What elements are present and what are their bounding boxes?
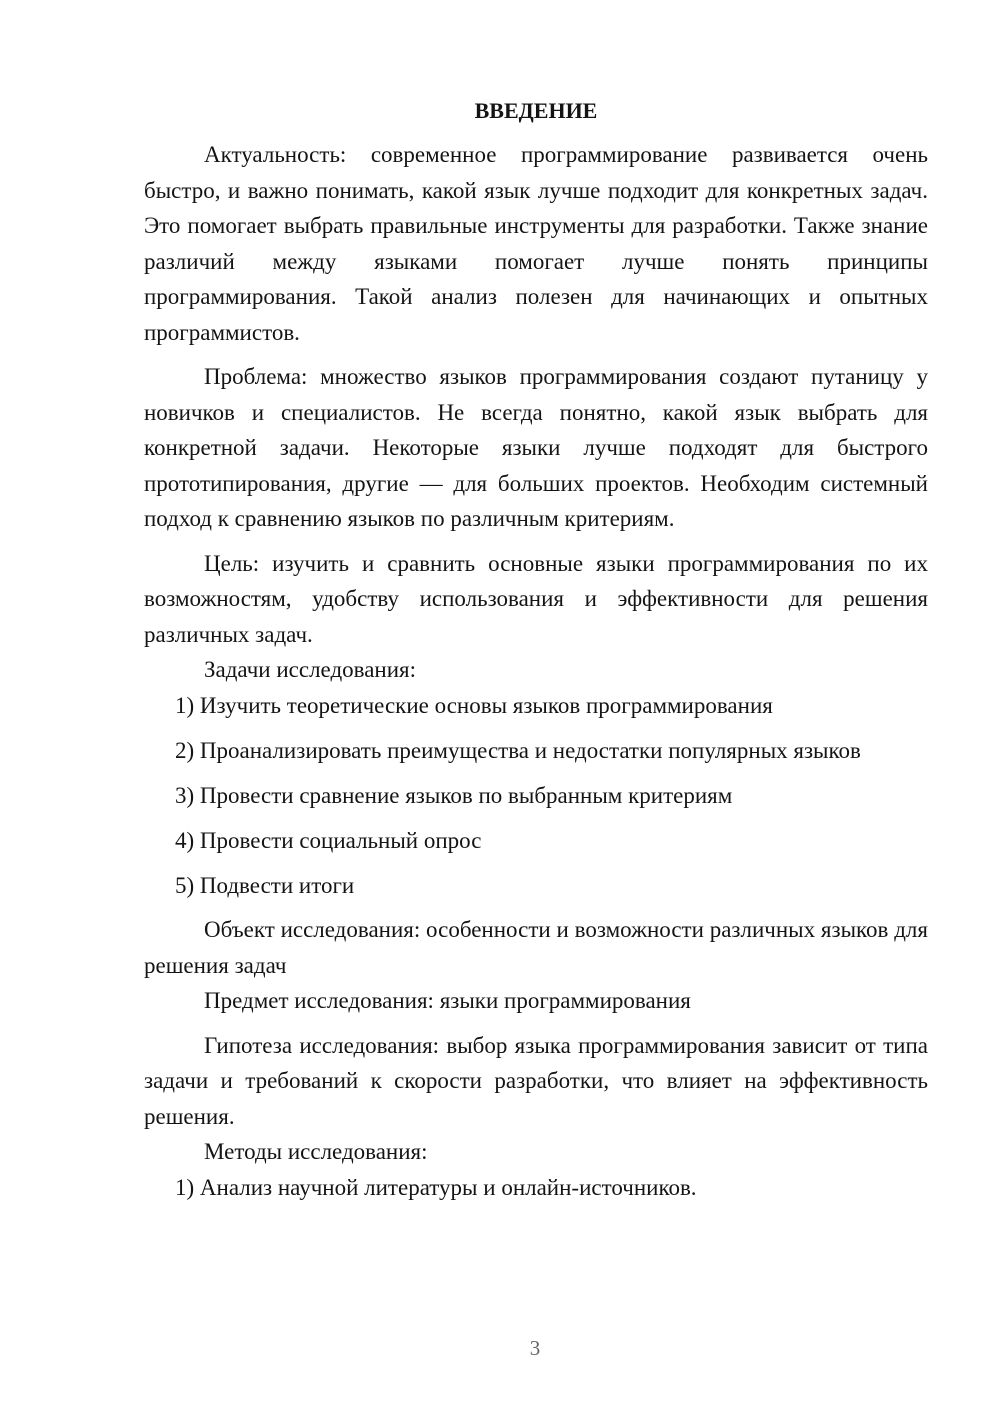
methods-title: Методы исследования: — [204, 1139, 428, 1164]
task-item: 5) Подвести итоги — [175, 872, 355, 898]
tasks-title: Задачи исследования: — [204, 657, 417, 682]
task-item: 1) Изучить теоретические основы языков программирования — [175, 692, 773, 718]
relevance-paragraph: Актуальность: современное программирование развивается очень быстро, и важно понимать, какой язык лучше подходит для конкретных задач. Это помогает выбрать правильные инструменты для разработки. Также знание различий между языками помогает лучше понять принципы программирования. Такой анализ полезен для начинающих и опытных программистов. — [144, 142, 928, 345]
page-number: 3 — [529, 1336, 541, 1360]
page-content — [144, 94, 928, 1205]
hypothesis-paragraph: Гипотеза исследования: выбор языка программирования зависит от типа задачи и требований к скорости разработки, что влияет на эффективность решения. — [144, 1032, 928, 1129]
problem-paragraph: Проблема: множество языков программирования создают путаницу у новичков и специалистов. Не всегда понятно, какой язык выбрать для конкретной задачи. Некоторые языки лучше подходят для быстрого прототипирования, другие — для больших проектов. Необходим системный подход к сравнению языков по различным критериям. — [144, 364, 928, 531]
object-paragraph: Объект исследования: особенности и возможности различных языков для решения задач — [144, 917, 928, 978]
methods-list — [144, 1170, 928, 1206]
task-item: 2) Проанализировать преимущества и недостатки популярных языков — [175, 737, 861, 763]
task-item: 4) Провести социальный опрос — [175, 827, 482, 853]
subject-paragraph: Предмет исследования: языки программирования — [204, 988, 691, 1013]
tasks-list — [144, 688, 928, 904]
goal-paragraph: Цель: изучить и сравнить основные языки программирования по их возможностям, удобству использования и эффективности для решения различных задач. — [144, 550, 928, 647]
task-item: 3) Провести сравнение языков по выбранным критериям — [175, 782, 733, 808]
method-item: 1) Анализ научной литературы и онлайн-источников. — [175, 1174, 697, 1200]
page-heading: ВВЕДЕНИЕ — [474, 98, 598, 123]
